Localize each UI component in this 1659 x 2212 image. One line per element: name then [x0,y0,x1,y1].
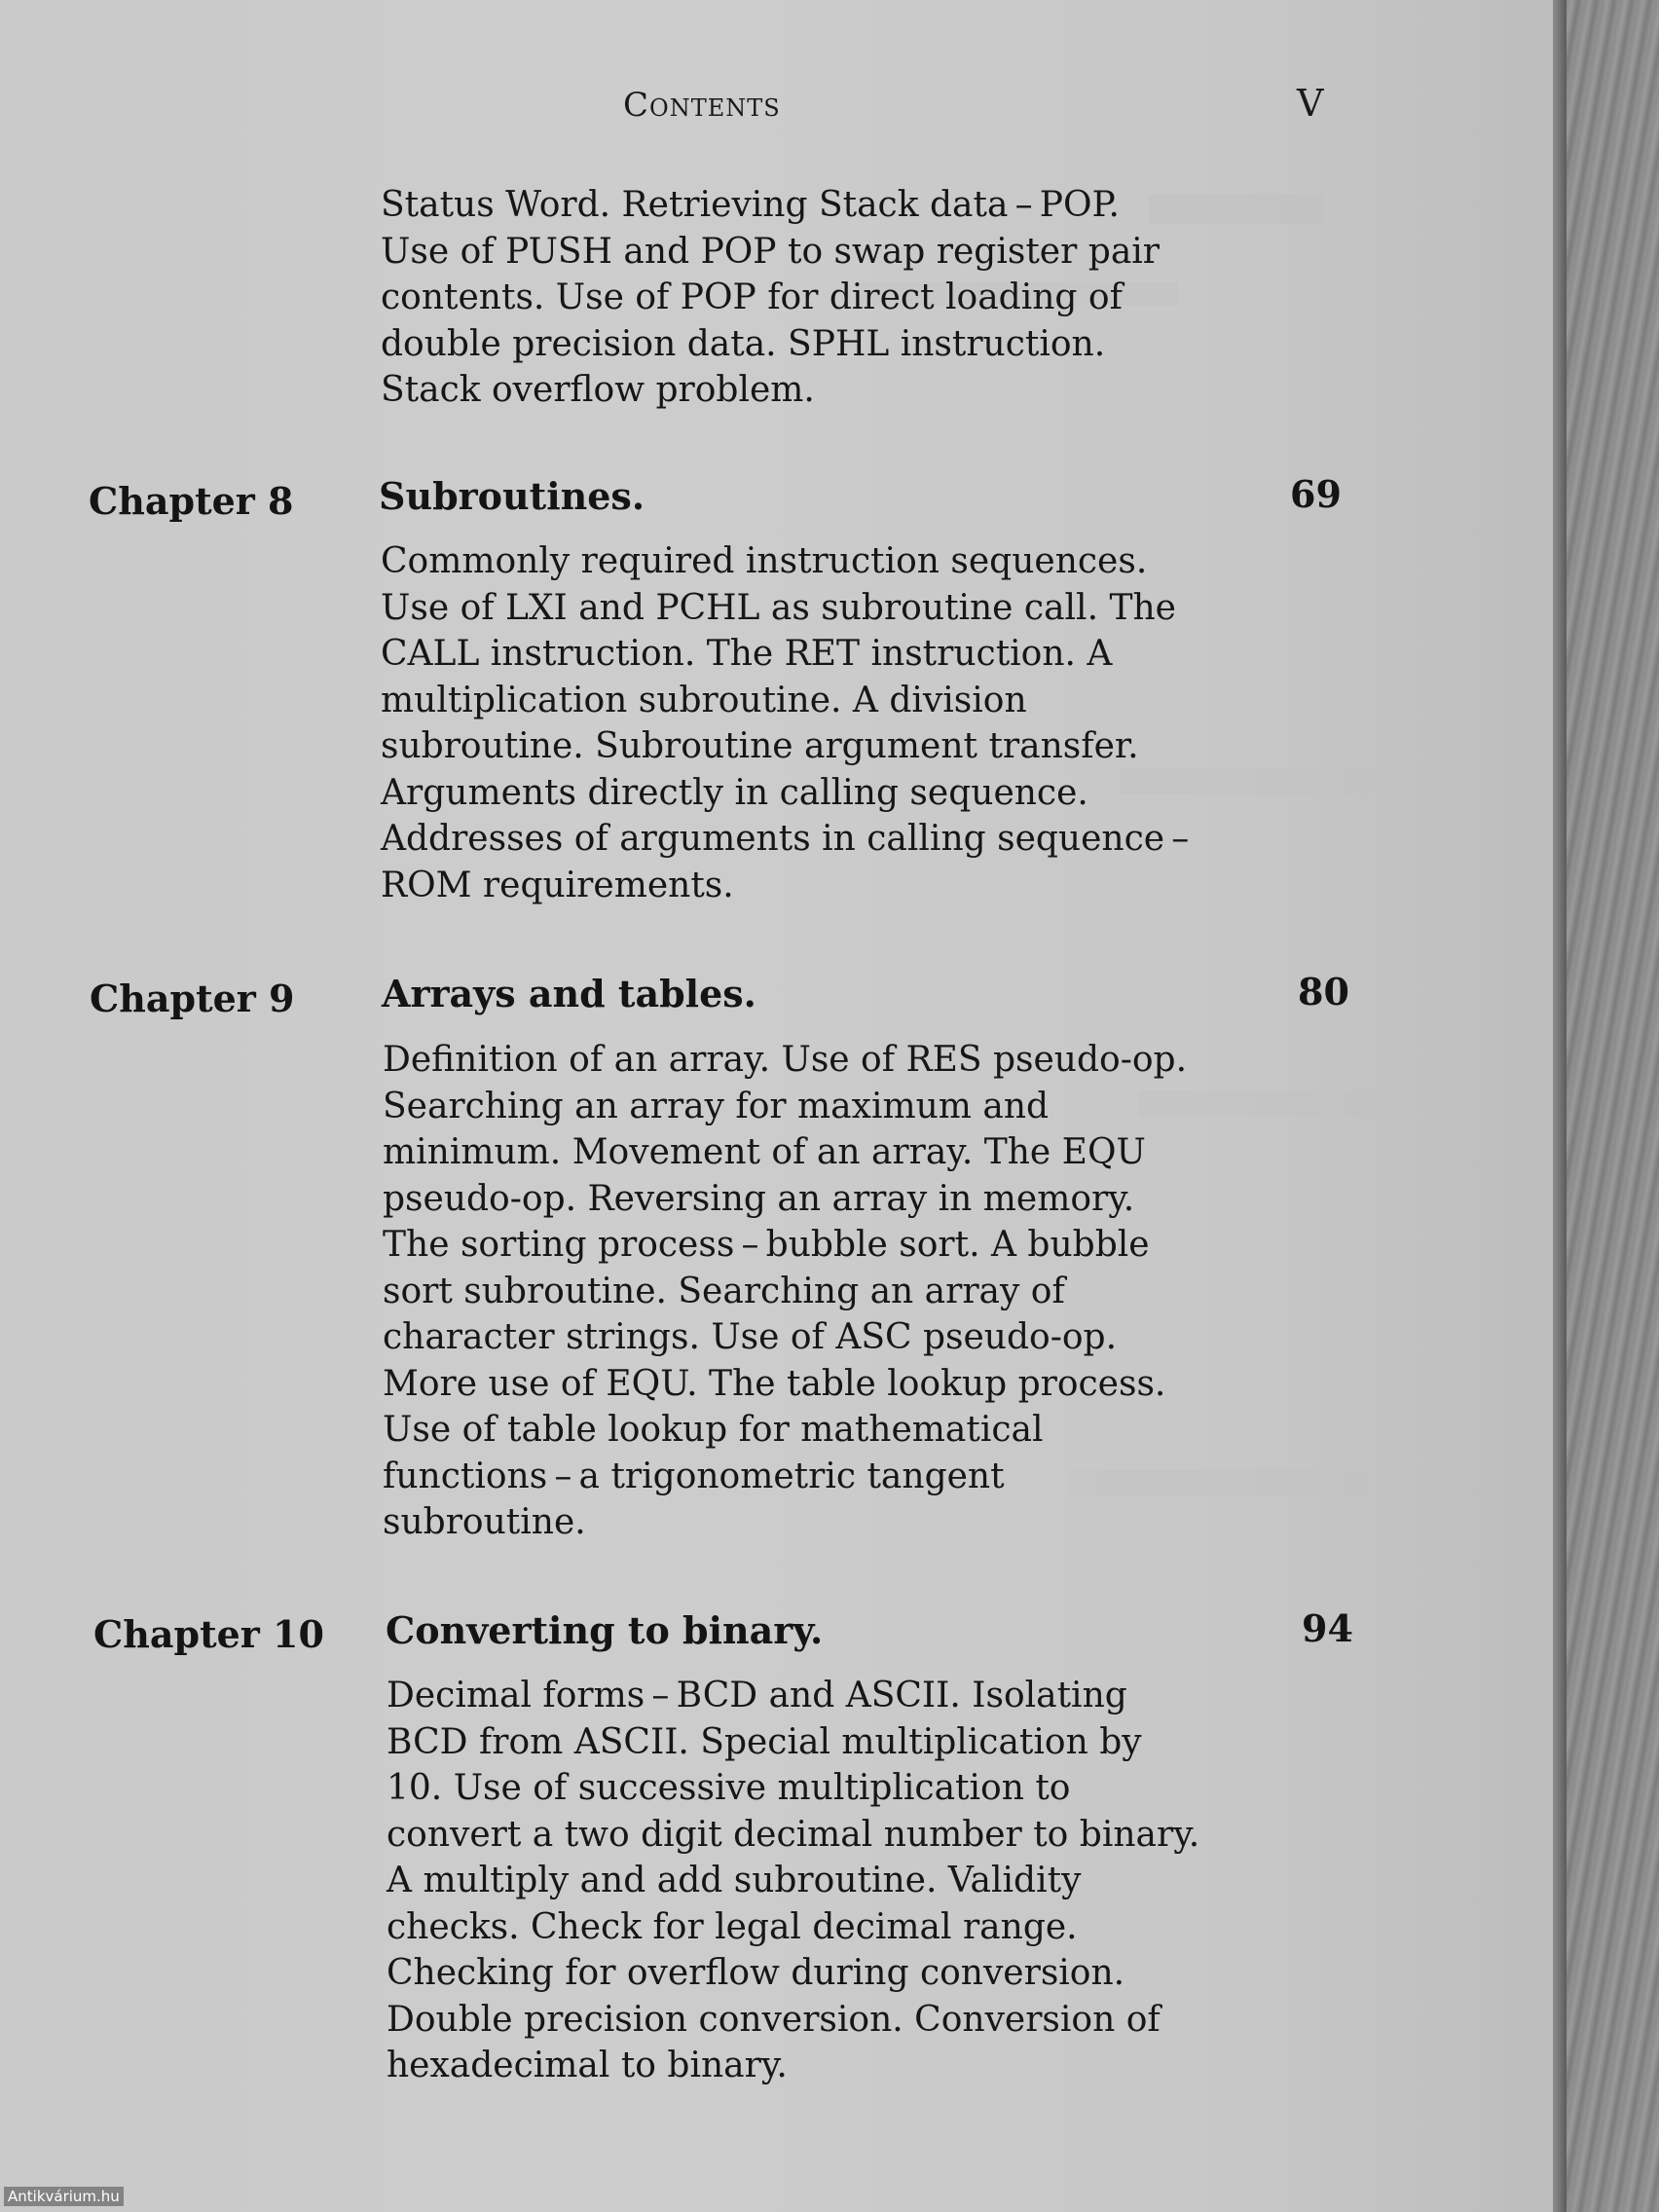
description-line: contents. Use of POP for direct loading of [381,277,1123,317]
page-edge-shadow [1553,0,1567,2212]
description-line: Use of LXI and PCHL as subroutine call. The [381,587,1176,628]
description-line: pseudo-op. Reversing an array in memory. [383,1178,1135,1219]
description-line: ROM requirements. [381,865,734,905]
running-header-title: Contents [623,86,781,125]
description-line: Double precision conversion. Conversion of [387,1999,1161,2040]
description-line: Stack overflow problem. [381,370,815,410]
description-line: Arguments directly in calling sequence. [381,772,1088,813]
description-line: multiplication subroutine. A division [381,680,1027,720]
chapter-label: Chapter 10 [93,1612,324,1656]
description-line: Searching an array for maximum and [383,1086,1050,1126]
description-line: Definition of an array. Use of RES pseudo-op. [383,1040,1188,1080]
description-line: 10. Use of successive multiplication to [387,1768,1071,1808]
chapter-title: Converting to binary. [386,1608,824,1652]
description-line: Use of table lookup for mathematical [383,1410,1044,1450]
description-line: CALL instruction. The RET instruction. A [381,634,1113,674]
watermark-text: Antikvárium.hu [4,2187,124,2206]
description-line: hexadecimal to binary. [387,2046,788,2085]
description-line: sort subroutine. Searching an array of [383,1271,1065,1311]
description-line: Decimal forms – BCD and ASCII. Isolating [387,1676,1127,1715]
book-page-stack [1567,0,1659,2212]
description-line: double precision data. SPHL instruction. [381,323,1106,364]
chapter-description [387,1673,1199,2089]
chapter-label: Chapter 8 [89,479,294,523]
chapter-label: Chapter 9 [90,977,295,1020]
description-line: subroutine. Subroutine argument transfer. [381,726,1139,766]
chapter-page-number: 94 [1302,1606,1353,1650]
chapter-title: Subroutines. [379,474,645,518]
description-line: checks. Check for legal decimal range. [387,1906,1078,1947]
description-line: Commonly required instruction sequences. [381,541,1148,581]
description-line: minimum. Movement of an array. The EQU [383,1132,1146,1172]
description-line: convert a two digit decimal number to binary. [387,1814,1200,1855]
description-line: Checking for overflow during conversion. [387,1953,1125,1993]
description-line: subroutine. [383,1502,586,1542]
description-line: BCD from ASCII. Special multiplication by [387,1721,1142,1762]
intro-description [381,182,1160,414]
page-number: V [1297,82,1324,125]
description-line: functions – a trigonometric tangent [383,1456,1005,1496]
description-line: Status Word. Retrieving Stack data – POP. [381,185,1120,225]
description-line: Use of PUSH and POP to swap register pair [381,231,1160,272]
chapter-title: Arrays and tables. [382,972,756,1015]
description-line: A multiply and add subroutine. Validity [387,1861,1082,1900]
show-through-shadow [1149,195,1324,224]
chapter-page-number: 69 [1290,472,1342,516]
chapter-page-number: 80 [1298,970,1349,1014]
description-line: character strings. Use of ASC pseudo-op. [383,1317,1118,1357]
description-line: Addresses of arguments in calling sequence – [381,819,1190,859]
chapter-description [381,538,1189,908]
description-line: More use of EQU. The table lookup process. [383,1363,1166,1404]
description-line: The sorting process – bubble sort. A bubble [383,1225,1150,1265]
chapter-description [383,1037,1187,1546]
